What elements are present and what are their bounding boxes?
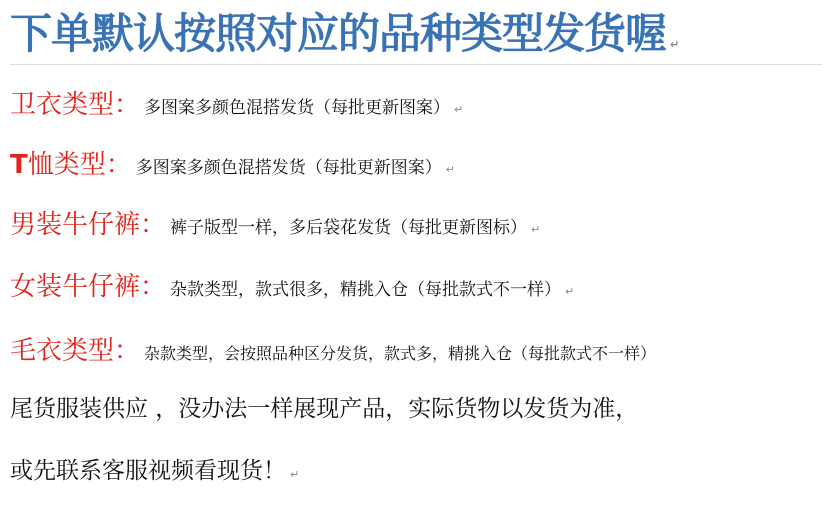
item-desc: 多图案多颜色混搭发货（每批更新图案）	[144, 98, 451, 118]
item-label: 女装牛仔裤：	[10, 272, 167, 302]
paragraph-mark-icon: ↵	[445, 163, 455, 176]
footer-line-2-text: 或先联系客服视频看现货！	[10, 458, 286, 484]
footer-line-2	[10, 452, 299, 485]
item-hoodie	[10, 84, 463, 121]
paragraph-mark-icon: ↵	[565, 285, 575, 298]
item-desc: 杂款类型，会按照品种区分发货，款式多，精挑入仓（每批款式不一样）	[144, 344, 657, 363]
item-label: 男装牛仔裤：	[10, 210, 167, 240]
item-label-prefix: T	[10, 150, 28, 180]
item-desc: 杂款类型，款式很多，精挑入仓（每批款式不一样）	[170, 280, 562, 300]
paragraph-mark-icon: ↵	[290, 468, 300, 481]
paragraph-mark-icon: ↵	[670, 38, 679, 51]
item-sweater	[10, 330, 656, 367]
footer-line-1: 尾货服装供应 ，没办法一样展现产品，实际货物以发货为准，	[10, 396, 639, 422]
paragraph-mark-icon: ↵	[531, 223, 541, 236]
item-mens-jeans	[10, 204, 540, 241]
item-desc: 裤子版型一样，多后袋花发货（每批更新图标）	[170, 218, 528, 238]
item-desc: 多图案多颜色混搭发货（每批更新图案）	[135, 158, 442, 178]
item-label: 毛衣类型：	[10, 336, 141, 366]
item-womens-jeans	[10, 266, 574, 303]
paragraph-mark-icon: ↵	[454, 103, 464, 116]
item-label: 卫衣类型：	[10, 90, 141, 120]
title-underline	[10, 64, 822, 65]
item-label: 恤类型：	[27, 150, 132, 180]
title-text: 下单默认按照对应的品种类型发货喔	[10, 9, 667, 58]
item-tshirt	[10, 144, 455, 181]
